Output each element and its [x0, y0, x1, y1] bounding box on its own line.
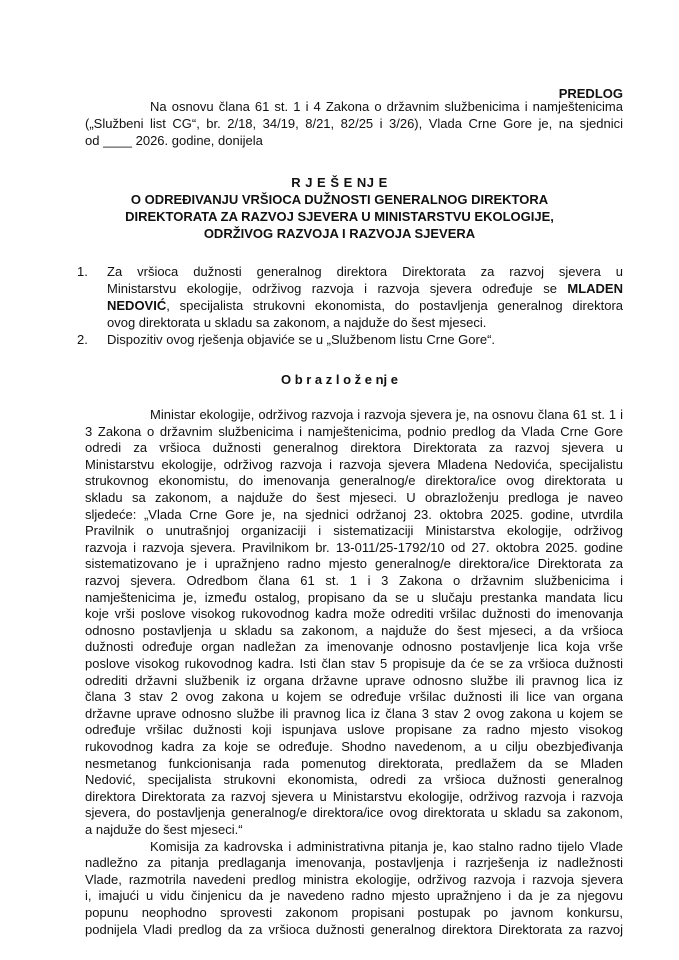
text-line: sistematizovano je i upražnjeno radno mjesto generalnog/e direktora/ice Direktorata za: [85, 556, 623, 572]
text-line: NEDOVIĆ, specijalista strukovni ekonomista, do postavljenja generalnog direktora: [107, 298, 623, 313]
explanation-heading: O b r a z l o ž e nj e: [280, 372, 399, 387]
text-line: Za vršioca dužnosti generalnog direktora Direktorata za razvoj sjevera u: [107, 264, 623, 279]
text-line: člana 3 stav 2 ovog zakona u kojem se određuje vršilac dužnosti ili lice van organa: [85, 689, 623, 705]
text-line: direktora Direktorata za razvoj sjevera u Ministarstvu ekologije, održivog razvoja i razvoja: [85, 788, 623, 804]
text-line: nadležno za pitanja predlaganja imenovanja, postavljenja i razrješenja iz nadležnosti: [85, 855, 623, 871]
text-line: popunu neophodno sprovesti zakonom propisani postupak po javnom konkursu,: [85, 905, 623, 920]
text-line: koje vrši poslove visokog rukovodnog kadra može odrediti vršilac dužnosti do imenovanja: [85, 606, 623, 622]
text-line: Na osnovu člana 61 st. 1 i 4 Zakona o državnim službenicima i namještenicima: [150, 99, 623, 114]
text-line: Ministarstvu ekologije, održivog razvoja i razvoja sjevera Mladena Nedovića, specijalistu: [85, 456, 623, 472]
text-line: rukovodnog kadra za koje se određuje. Shodno navedenom, a u cilju obezbjeđivanja: [85, 739, 623, 754]
text-line: odrediti državni službenik iz organa državne uprave odnosno službe ili pravnog lica iz: [85, 672, 623, 688]
text-line: nesmetanog funkcionisanja rada pomenutog direktorata, predlažem da se Mladen: [85, 755, 623, 771]
text-line: razvoj sjevera. Odredbom člana 61 st. 1 i 3 Zakona o državnim službenicima i: [85, 573, 623, 588]
text-line: sljedeće: „Vlada Crne Gore je, na sjednici održanoj 23. oktobra 2025. godine, utvrdila: [85, 506, 623, 522]
text-line: namještenicima je, između ostalog, propisano da se u slučaju prestanka mandata licu: [85, 589, 623, 605]
text-line: od ____ 2026. godine, donijela: [85, 133, 263, 148]
text-line: odredi za vršioca dužnosti generalnog direktora Direktorata za razvoj sjevera u: [85, 440, 623, 456]
text-line: Pravilnik o unutrašnjoj organizaciji i sistematizaciji Ministarstva ekologije, održivog: [85, 523, 623, 539]
decision-subtitle-line: O ODREĐIVANJU VRŠIOCA DUŽNOSTI GENERALNOG DIREKTORA: [130, 192, 549, 207]
text-line: državne uprave odnosno službe ili pravnog lica iz člana 3 stav 2 ovog zakona u kojem se: [85, 705, 623, 721]
text-line: Vlade, razmotrila navedeni predlog ministra ekologije, održivog razvoja i razvoja sjevera: [85, 871, 623, 887]
text-line: Dispozitiv ovog rješenja objaviće se u „Službenom listu Crne Gore“.: [107, 332, 496, 347]
text-line: Nedović, specijalista strukovni ekonomista, odredi za vršioca dužnosti generalnog: [85, 772, 623, 788]
decision-heading: R J E Š E NJ E: [291, 175, 388, 190]
text-line: strukovnog ekonomistu, do imenovanja generalnog/e direktora/ice ovog direktorata u: [85, 473, 623, 489]
text-line: odnosno postavljenja u skladu sa zakonom, a najduže do šest mjeseci, a da vršioca: [85, 622, 623, 638]
text-line: određuje vršilac dužnosti koji ispunjava uslove propisane za radno mjesto visokog: [85, 722, 623, 738]
decision-subtitle-line: ODRŽIVOG RAZVOJA I RAZVOJA SJEVERA: [203, 226, 476, 241]
text-line: Komisija za kadrovska i administrativna pitanja je, kao stalno radno tijelo Vlade: [150, 838, 623, 854]
text-line: ovog direktorata u skladu sa zakonom, a najduže do šest mjeseci.: [107, 315, 487, 330]
item-number: 1.: [77, 264, 88, 279]
text-line: i, imajući u vidu činjenicu da je navedeno radno mjesto upražnjeno i da je za njegovu: [85, 888, 623, 904]
text-line: dužnosti određuje organ nadležan za imenovanje odnosno postavljenje lica koja vrše: [85, 639, 623, 655]
text-line: sjevera, do postavljenja generalnog/e direktora/ice ovog direktorata u skladu sa zakonom,: [85, 805, 623, 821]
proposal-label: PREDLOG: [558, 86, 623, 101]
text-line: Ministarstvu ekologije, održivog razvoja i razvoja sjevera određuje se MLADEN: [107, 281, 623, 296]
text-line: a najduže do šest mjeseci.“: [85, 822, 243, 837]
text-line: skladu sa zakonom, a najduže do šest mjeseci. U obrazloženju predloga je naveo: [85, 490, 623, 505]
text-line: podnijela Vladi predlog da za vršioca dužnosti generalnog direktora Direktorata za razvoj: [85, 921, 623, 937]
item-number: 2.: [77, 332, 88, 347]
decision-subtitle-line: DIREKTORATA ZA RAZVOJ SJEVERA U MINISTARSTVU EKOLOGIJE,: [125, 209, 554, 224]
text-line: Ministar ekologije, održivog razvoja i razvoja sjevera je, na osnovu člana 61 st. 1 i: [150, 407, 623, 422]
text-line: 3 Zakona o državnim službenicima i namještenicima, podnio predlog da Vlada Crne Gore: [85, 423, 623, 439]
text-line: razvoja i razvoja sjevera. Pravilnikom br. 13-011/25-1792/10 od 27. oktobra 2025. godine: [85, 539, 623, 555]
text-line: („Službeni list CG“, br. 2/18, 34/19, 8/21, 82/25 i 3/26), Vlada Crne Gore je, na sjednici: [85, 116, 623, 131]
text-line: poslove visokog rukovodnog kadra. Isti član stav 5 propisuje da će se za vršioca dužnosti: [85, 656, 623, 671]
